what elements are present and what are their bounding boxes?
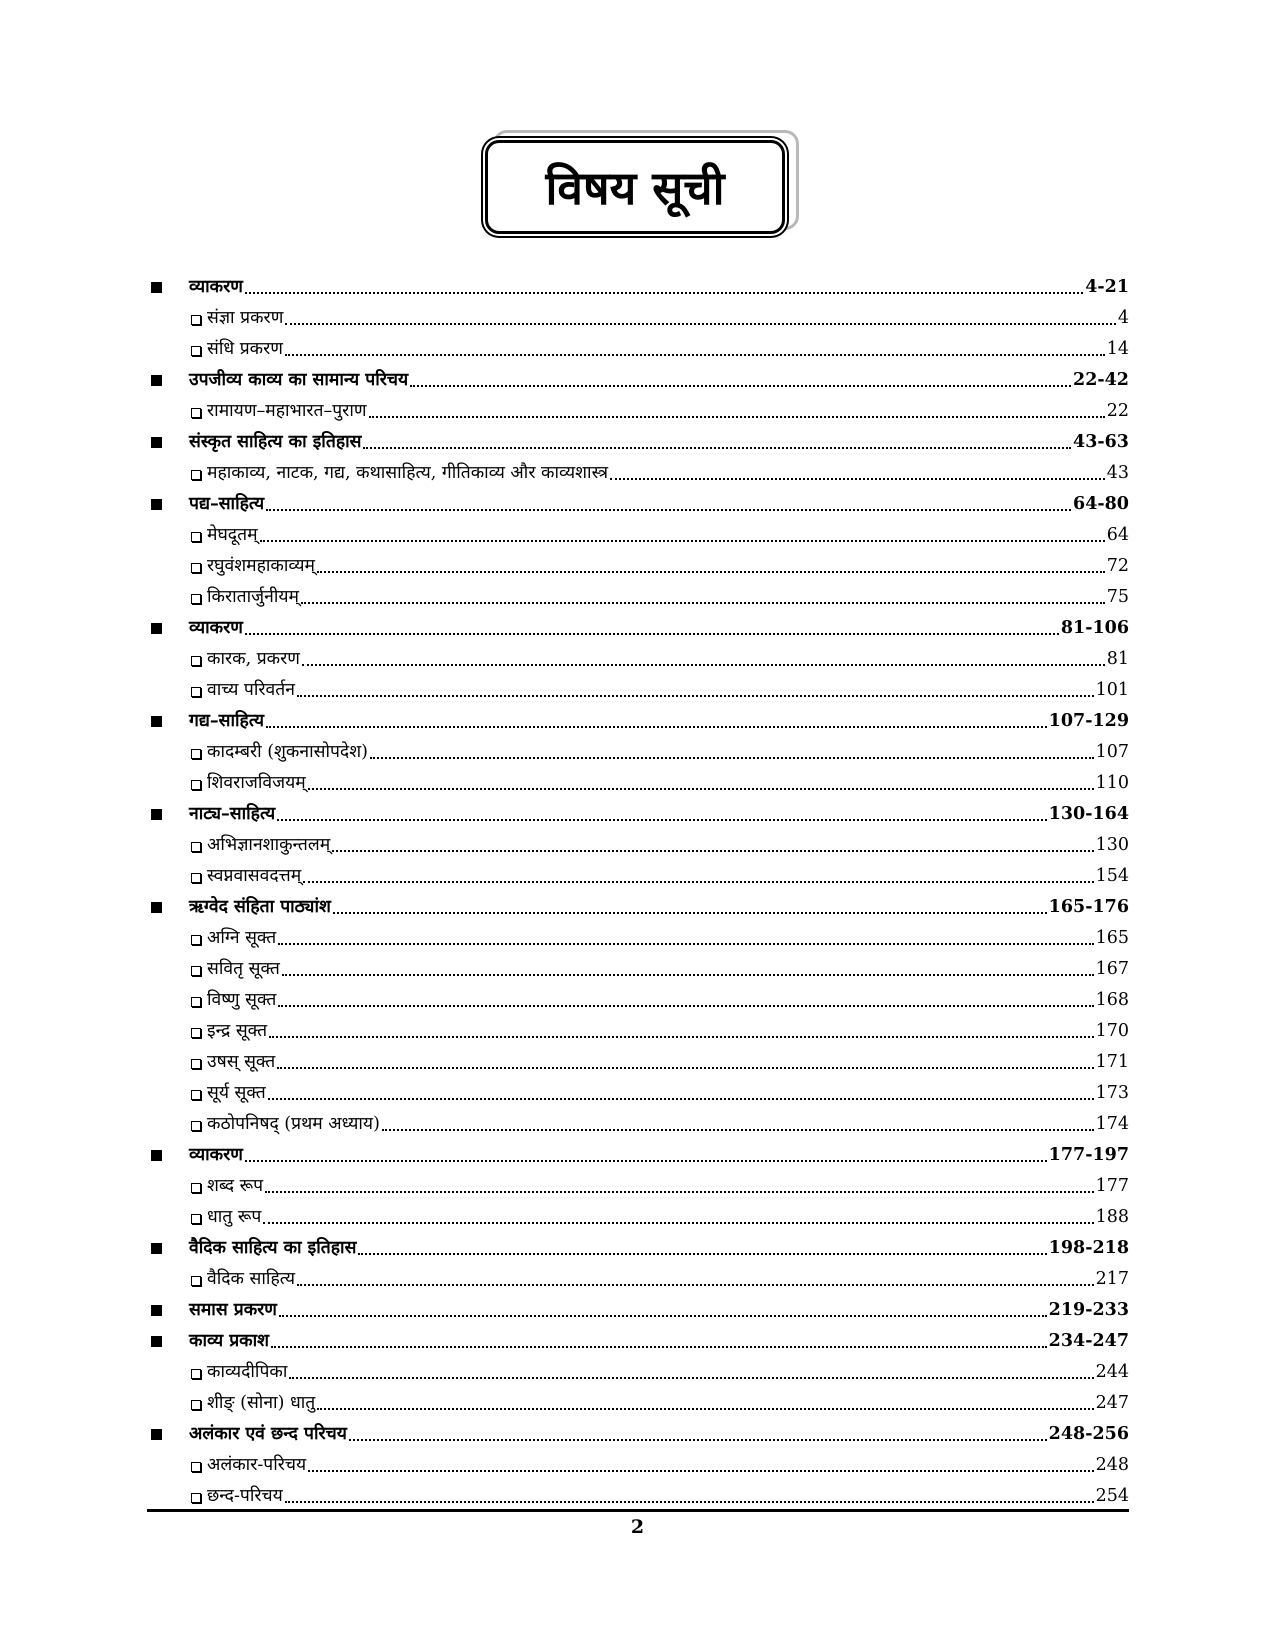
toc-entry-title: धातु रूप [207,1207,262,1227]
dot-leader [278,943,1094,945]
toc-entry-title: उषस् सूक्त [207,1052,276,1072]
toc-entry-title: काव्य प्रकाश [189,1331,270,1351]
dot-leader [332,850,1094,852]
toc-entry-title: उपजीव्य काव्य का सामान्य परिचय [189,370,409,390]
dot-leader [303,881,1094,883]
dot-leader [358,1253,1047,1255]
checkbox-bullet-icon [191,1028,201,1038]
toc-page-range: 101 [1095,680,1129,700]
dot-leader [289,1377,1094,1379]
toc-entry-title: वाच्य परिवर्तन [207,680,295,700]
toc-topic[interactable] [147,1012,1129,1043]
checkbox-bullet-icon [191,935,201,945]
toc-page-range: 247 [1095,1393,1129,1413]
toc-page-range: 170 [1095,1021,1129,1041]
toc-page-range: 168 [1095,990,1129,1010]
toc-page-range: 165 [1095,928,1129,948]
toc-page-range: 171 [1095,1052,1129,1072]
checkbox-bullet-icon [191,966,201,976]
toc-topic[interactable] [147,919,1129,950]
toc-topic[interactable] [147,1074,1129,1105]
toc-entry-title: शीङ् (सोना) धातु [207,1393,316,1413]
toc-entry-title: गद्य–साहित्य [189,711,265,731]
checkbox-bullet-icon [191,997,201,1007]
toc-entry-title: समास प्रकरण [189,1300,277,1320]
checkbox-bullet-icon [191,1059,201,1069]
toc-page-range: 22-42 [1073,370,1129,390]
toc-topic[interactable] [147,392,1129,423]
checkbox-bullet-icon [191,594,201,604]
toc-page-range: 72 [1106,556,1129,576]
toc-topic[interactable] [147,1105,1129,1136]
toc-topic[interactable] [147,1043,1129,1074]
toc-entry-title: शब्द रूप [207,1176,264,1196]
toc-entry-title: काव्यदीपिका [207,1362,288,1382]
toc-page-range: 81-106 [1060,618,1129,638]
toc-topic[interactable] [147,1353,1129,1384]
toc-entry-title: कादम्बरी (शुकनासोपदेश) [207,742,368,762]
square-bullet-icon [151,716,162,727]
page-number: 2 [630,1516,645,1538]
dot-leader [245,292,1083,294]
checkbox-bullet-icon [191,1493,201,1503]
toc-page-range: 244 [1095,1362,1129,1382]
toc-topic[interactable] [147,1167,1129,1198]
dot-leader [268,1098,1094,1100]
checkbox-bullet-icon [191,1214,201,1224]
dot-leader [308,788,1094,790]
checkbox-bullet-icon [191,873,201,883]
toc-page-range: 43-63 [1073,432,1129,452]
toc-chapter[interactable] [147,1415,1129,1446]
checkbox-bullet-icon [191,1121,201,1131]
square-bullet-icon [151,437,162,448]
toc-topic[interactable] [147,764,1129,795]
square-bullet-icon [151,809,162,820]
checkbox-bullet-icon [191,563,201,573]
toc-topic[interactable] [147,547,1129,578]
toc-page-range: 188 [1095,1207,1129,1227]
toc-page-range: 43 [1106,463,1129,483]
square-bullet-icon [151,902,162,913]
toc-entry-title: संधि प्रकरण [207,339,283,359]
toc-topic[interactable] [147,454,1129,485]
toc-entry-title: किरातार्जुनीयम् [207,587,300,607]
toc-page-range: 177-197 [1048,1145,1129,1165]
toc-entry-title: छन्द-परिचय [207,1486,283,1506]
square-bullet-icon [151,499,162,510]
toc-entry-title: नाट्य–साहित्य [189,804,276,824]
toc-topic[interactable] [147,516,1129,547]
toc-entry-title: अग्नि सूक्त [207,928,277,948]
toc-chapter[interactable] [147,423,1129,454]
toc-entry-title: कठोपनिषद् (प्रथम अध्याय) [207,1114,380,1134]
toc-chapter[interactable] [147,361,1129,392]
toc-page-range: 173 [1095,1083,1129,1103]
toc-chapter[interactable] [147,485,1129,516]
toc-topic[interactable] [147,640,1129,671]
toc-chapter[interactable] [147,1291,1129,1322]
toc-page-range: 248-256 [1048,1424,1129,1444]
toc-entry-title: स्वप्नवासवदत्तम् [207,866,302,886]
toc-chapter[interactable] [147,1322,1129,1353]
toc-topic[interactable] [147,1198,1129,1229]
toc-page-range: 22 [1106,401,1129,421]
checkbox-bullet-icon [191,1183,201,1193]
dot-leader [370,757,1094,759]
toc-topic[interactable] [147,1260,1129,1291]
toc-entry-title: कारक, प्रकरण [207,649,300,669]
toc-page-range: 154 [1095,866,1129,886]
square-bullet-icon [151,282,162,293]
toc-entry-title: अभिज्ञानशाकुन्तलम् [207,835,331,855]
toc-entry-title: अलंकार-परिचय [207,1455,307,1475]
toc-topic[interactable] [147,299,1129,330]
dot-leader [278,1005,1094,1007]
toc-topic[interactable] [147,1384,1129,1415]
checkbox-bullet-icon [191,532,201,542]
toc-topic[interactable] [147,1446,1129,1477]
checkbox-bullet-icon [191,656,201,666]
toc-page-range: 254 [1095,1486,1129,1506]
toc-chapter[interactable] [147,888,1129,919]
toc-chapter[interactable] [147,795,1129,826]
toc-entry-title: सवितृ सूक्त [207,959,280,979]
toc-chapter[interactable] [147,702,1129,733]
toc-entry-title: सूर्य सूक्त [207,1083,266,1103]
dot-leader [266,726,1047,728]
dot-leader [245,633,1059,635]
toc-page-range: 198-218 [1048,1238,1129,1258]
toc-entry-title: व्याकरण [189,1145,243,1165]
toc-page-range: 165-176 [1048,897,1129,917]
toc-chapter[interactable] [147,268,1129,299]
dot-leader [297,695,1094,697]
toc-entry-title: इन्द्र सूक्त [207,1021,268,1041]
toc-page-range: 167 [1095,959,1129,979]
toc-topic[interactable] [147,981,1129,1012]
toc-topic[interactable] [147,857,1129,888]
dot-leader [263,1222,1094,1224]
dot-leader [317,571,1105,573]
dot-leader [277,1067,1094,1069]
dot-leader [271,1346,1047,1348]
square-bullet-icon [151,375,162,386]
toc-page-range: 219-233 [1048,1300,1129,1320]
dot-leader [302,664,1105,666]
dot-leader [285,354,1105,356]
toc-topic[interactable] [147,671,1129,702]
dot-leader [260,540,1105,542]
checkbox-bullet-icon [191,1400,201,1410]
toc-page-range: 14 [1106,339,1129,359]
table-of-contents [147,268,1129,1508]
toc-entry-title: मेघदूतम् [207,525,258,545]
toc-page-range: 217 [1095,1269,1129,1289]
toc-entry-title: विष्णु सूक्त [207,990,277,1010]
dot-leader [301,602,1105,604]
toc-entry-title: संस्कृत साहित्य का इतिहास [189,432,362,452]
square-bullet-icon [151,1305,162,1316]
checkbox-bullet-icon [191,315,201,325]
checkbox-bullet-icon [191,842,201,852]
toc-topic[interactable] [147,1477,1129,1508]
toc-topic[interactable] [147,733,1129,764]
toc-page-range: 107-129 [1048,711,1129,731]
dot-leader [285,323,1116,325]
page-title: विषय सूची [545,161,725,215]
toc-chapter[interactable] [147,1229,1129,1260]
toc-entry-title: ऋग्वेद संहिता पाठ्यांश [189,897,331,917]
toc-page-range: 130-164 [1048,804,1129,824]
square-bullet-icon [151,1429,162,1440]
checkbox-bullet-icon [191,1369,201,1379]
dot-leader [369,416,1105,418]
toc-topic[interactable] [147,950,1129,981]
toc-topic[interactable] [147,826,1129,857]
checkbox-bullet-icon [191,749,201,759]
toc-page-range: 177 [1095,1176,1129,1196]
toc-page-range: 75 [1106,587,1129,607]
checkbox-bullet-icon [191,470,201,480]
dot-leader [363,447,1071,449]
checkbox-bullet-icon [191,408,201,418]
footer-rule [147,1509,1129,1512]
dot-leader [265,1191,1094,1193]
checkbox-bullet-icon [191,780,201,790]
square-bullet-icon [151,623,162,634]
square-bullet-icon [151,1336,162,1347]
toc-topic[interactable] [147,330,1129,361]
toc-page-range: 234-247 [1048,1331,1129,1351]
dot-leader [610,478,1105,480]
toc-topic[interactable] [147,578,1129,609]
toc-page-range: 64-80 [1073,494,1129,514]
toc-entry-title: पद्य–साहित्य [189,494,265,514]
dot-leader [297,1284,1094,1286]
toc-entry-title: व्याकरण [189,277,243,297]
checkbox-bullet-icon [191,687,201,697]
square-bullet-icon [151,1150,162,1161]
dot-leader [279,1315,1047,1317]
dot-leader [349,1439,1047,1441]
dot-leader [282,974,1094,976]
toc-page-range: 248 [1095,1455,1129,1475]
toc-entry-title: वैदिक साहित्य [207,1269,295,1289]
toc-chapter[interactable] [147,1136,1129,1167]
checkbox-bullet-icon [191,1090,201,1100]
dot-leader [245,1160,1047,1162]
toc-entry-title: संज्ञा प्रकरण [207,308,284,328]
title-frame [485,140,785,236]
toc-entry-title: रघुवंशमहाकाव्यम् [207,556,315,576]
toc-entry-title: व्याकरण [189,618,243,638]
toc-page-range: 174 [1095,1114,1129,1134]
dot-leader [277,819,1047,821]
toc-page-range: 130 [1095,835,1129,855]
dot-leader [266,509,1071,511]
dot-leader [317,1408,1094,1410]
checkbox-bullet-icon [191,1276,201,1286]
toc-entry-title: रामायण–महाभारत–पुराण [207,401,367,421]
toc-entry-title: अलंकार एवं छन्द परिचय [189,1424,347,1444]
toc-entry-title: महाकाव्य, नाटक, गद्य, कथासाहित्य, गीतिकाव्य और काव्यशास्त्र [207,463,609,483]
checkbox-bullet-icon [191,1462,201,1472]
toc-page-range: 4-21 [1085,277,1129,297]
dot-leader [269,1036,1094,1038]
dot-leader [333,912,1047,914]
toc-entry-title: शिवराजविजयम् [207,773,306,793]
dot-leader [308,1470,1094,1472]
toc-page-range: 81 [1106,649,1129,669]
checkbox-bullet-icon [191,346,201,356]
dot-leader [410,385,1071,387]
title-box [485,140,785,234]
toc-page-range: 4 [1117,308,1129,328]
toc-chapter[interactable] [147,609,1129,640]
toc-entry-title: वैदिक साहित्य का इतिहास [189,1238,357,1258]
dot-leader [285,1501,1094,1503]
toc-page-range: 110 [1095,773,1129,793]
dot-leader [382,1129,1094,1131]
square-bullet-icon [151,1243,162,1254]
toc-page-range: 64 [1106,525,1129,545]
toc-page-range: 107 [1095,742,1129,762]
